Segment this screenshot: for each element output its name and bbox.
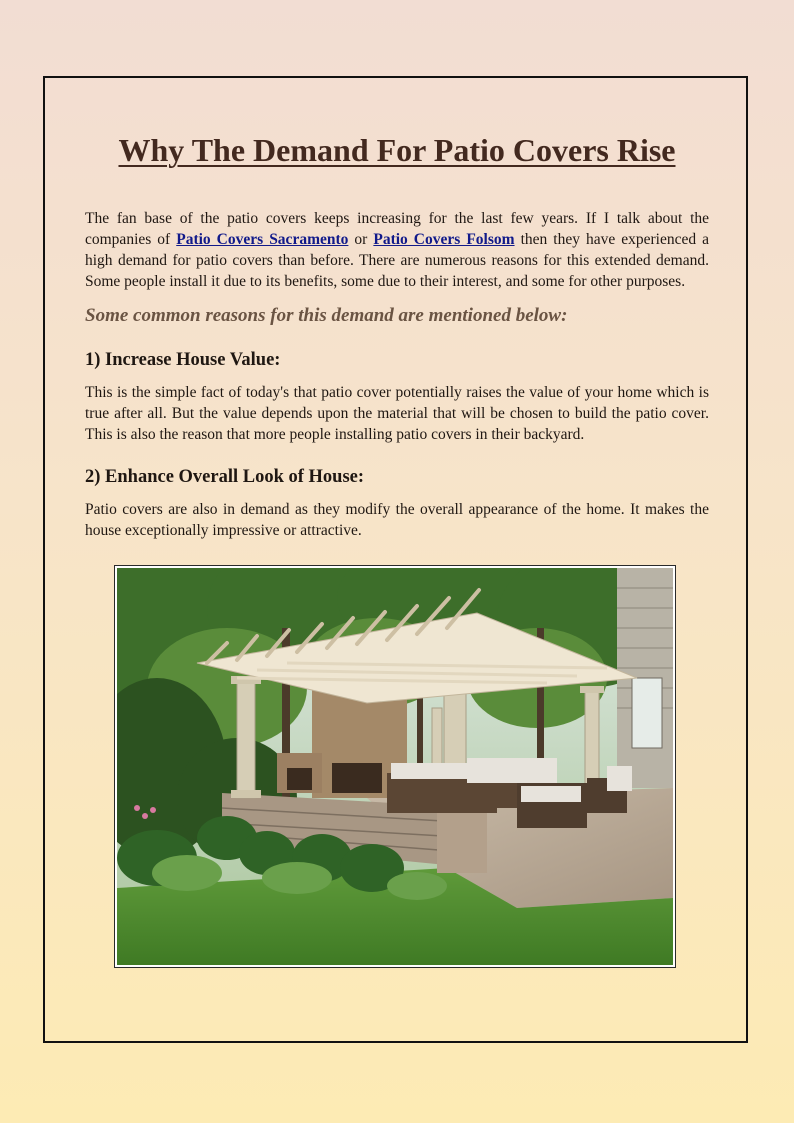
patio-photo-frame (114, 565, 676, 968)
section-body-house-value: This is the simple fact of today's that patio cover potentially raises the value of your home which is true after all. But the value depends upon the material that will be chosen to build the patio cover. This is also the reason that more people installing patio covers in their backyard. (85, 383, 709, 443)
intro-text-part1: The fan base of the patio covers keeps increasing for the last few years. If I talk about the companies of (85, 209, 709, 248)
patio-pergola-photo (117, 568, 673, 965)
document-content (85, 130, 709, 541)
intro-text-part3: then they have experienced a high demand for patio covers than before. There are numerous reasons for this extended demand. Some people install it due to its benefits, some due to their interest, and some for other purposes. (85, 230, 710, 290)
reasons-subheading: Some common reasons for this demand are mentioned below: (85, 304, 568, 326)
intro-text-part2: or (348, 230, 374, 248)
section-heading-overall-look: 2) Enhance Overall Look of House: (85, 466, 365, 487)
section-body-overall-look: Patio covers are also in demand as they modify the overall appearance of the home. It makes the house exceptionally impressive or attractive. (85, 500, 709, 539)
page-title: Why The Demand For Patio Covers Rise (118, 132, 676, 168)
patio-covers-sacramento-link[interactable]: Patio Covers Sacramento (176, 230, 349, 248)
intro-paragraph (85, 208, 709, 292)
section-heading-house-value: 1) Increase House Value: (85, 349, 281, 370)
patio-covers-folsom-link[interactable]: Patio Covers Folsom (373, 230, 515, 248)
